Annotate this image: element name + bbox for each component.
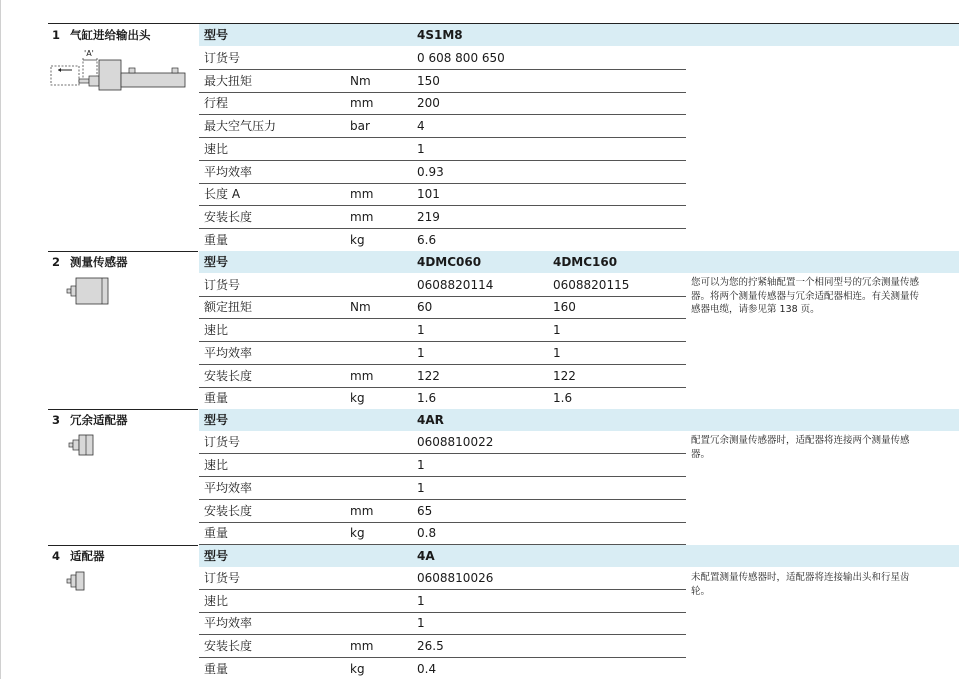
row-value: 1 <box>553 323 561 337</box>
row-label: 长度 A <box>204 187 241 201</box>
table-row <box>199 477 686 500</box>
table-row <box>199 612 686 635</box>
section-title <box>52 412 128 428</box>
row-value: 0 608 800 650 <box>417 51 505 65</box>
section-title-text: 冗余适配器 <box>70 413 128 427</box>
row-value: 1 <box>553 346 561 360</box>
header-band <box>686 545 959 567</box>
row-label: 重量 <box>204 233 229 247</box>
row-value: 150 <box>417 74 440 88</box>
row-value: 26.5 <box>417 639 444 653</box>
row-label: 订货号 <box>204 435 241 449</box>
row-value: 1 <box>417 458 425 472</box>
section-title-text: 适配器 <box>70 549 105 563</box>
table-row <box>199 274 686 297</box>
row-value: 60 <box>417 300 433 314</box>
row-label: 行程 <box>204 96 229 110</box>
row-unit: mm <box>350 639 374 653</box>
row-label: 重量 <box>204 526 229 540</box>
row-label: 安装长度 <box>204 210 253 224</box>
header-band <box>686 24 959 46</box>
cylinder-feed-output-icon <box>48 48 188 96</box>
row-label: 重量 <box>204 662 229 676</box>
section-number: 2 <box>52 255 61 269</box>
row-value: 0.8 <box>417 526 437 540</box>
table-row <box>199 522 686 545</box>
table-header-row <box>199 409 686 431</box>
row-value: 1 <box>417 323 425 337</box>
row-label: 速比 <box>204 323 229 337</box>
row-label: 最大扭矩 <box>204 74 253 88</box>
table-header-row <box>199 251 686 273</box>
row-label: 订货号 <box>204 51 241 65</box>
row-label: 平均效率 <box>204 481 253 495</box>
row-unit: mm <box>350 96 374 110</box>
page-left-border <box>0 0 1 679</box>
table-row <box>199 138 686 161</box>
row-unit: Nm <box>350 74 371 88</box>
table-row <box>199 365 686 388</box>
measuring-sensor-icon <box>66 276 112 306</box>
row-value: 4 <box>417 119 425 133</box>
row-unit: kg <box>350 233 365 247</box>
row-unit: kg <box>350 662 365 676</box>
row-value: 200 <box>417 96 440 110</box>
section-title <box>52 548 105 564</box>
header-type-label: 型号 <box>204 549 229 563</box>
header-type-label: 型号 <box>204 413 229 427</box>
section-divider <box>48 545 198 546</box>
table-row <box>199 454 686 477</box>
header-model: 4AR <box>417 413 444 427</box>
dimension-a-label: 'A' <box>84 49 94 58</box>
row-unit: kg <box>350 391 365 405</box>
section-title-text: 气缸进给输出头 <box>70 28 151 42</box>
header-model: 4A <box>417 549 435 563</box>
table-row <box>199 590 686 613</box>
row-value: 0.93 <box>417 165 444 179</box>
row-value: 1.6 <box>417 391 437 405</box>
table-row <box>199 70 686 93</box>
row-label: 重量 <box>204 391 229 405</box>
table-header-row <box>199 545 686 567</box>
section-note: 您可以为您的拧紧轴配置一个相同型号的冗余测量传感器。将两个测量传感器与冗余适配器相连。有关测量传感器电缆，请参见第 138 页。 <box>691 277 920 315</box>
table-row <box>199 658 686 680</box>
section-title <box>52 254 128 270</box>
redundant-adapter-icon <box>68 433 98 457</box>
header-model: 4DMC160 <box>553 255 618 269</box>
header-model: 4DMC060 <box>417 255 482 269</box>
row-value: 6.6 <box>417 233 437 247</box>
row-value: 1 <box>417 346 425 360</box>
table-row <box>199 161 686 184</box>
row-label: 订货号 <box>204 571 241 585</box>
row-label: 速比 <box>204 142 229 156</box>
table-row <box>199 500 686 523</box>
adapter-icon <box>66 570 88 592</box>
section-number: 1 <box>52 28 61 42</box>
row-label: 平均效率 <box>204 346 253 360</box>
row-label: 平均效率 <box>204 165 253 179</box>
table-row <box>199 387 686 410</box>
section-number: 4 <box>52 549 61 563</box>
table-row <box>199 229 686 252</box>
row-unit: Nm <box>350 300 371 314</box>
row-unit: mm <box>350 504 374 518</box>
row-label: 安装长度 <box>204 369 253 383</box>
row-value: 0608820114 <box>417 278 494 292</box>
header-band <box>686 409 959 431</box>
row-value: 0608810026 <box>417 571 494 585</box>
row-unit: mm <box>350 369 374 383</box>
table-row <box>199 319 686 342</box>
row-value: 122 <box>553 369 576 383</box>
table-row <box>199 635 686 658</box>
row-value: 122 <box>417 369 440 383</box>
table-row <box>199 431 686 454</box>
section-title-text: 测量传感器 <box>70 255 128 269</box>
header-type-label: 型号 <box>204 28 229 42</box>
section-divider <box>48 251 198 252</box>
row-label: 速比 <box>204 458 229 472</box>
table-row <box>199 92 686 115</box>
header-type-label: 型号 <box>204 255 229 269</box>
section-title <box>52 27 151 43</box>
table-header-row <box>199 24 686 46</box>
row-value: 160 <box>553 300 576 314</box>
row-unit: mm <box>350 210 374 224</box>
row-value: 1.6 <box>553 391 573 405</box>
row-unit: bar <box>350 119 370 133</box>
section-note: 配置冗余测量传感器时，适配器将连接两个测量传感器。 <box>691 435 910 460</box>
row-label: 安装长度 <box>204 639 253 653</box>
row-value: 101 <box>417 187 440 201</box>
header-band <box>686 251 959 273</box>
row-unit: mm <box>350 187 374 201</box>
row-value: 1 <box>417 481 425 495</box>
section-number: 3 <box>52 413 61 427</box>
row-value: 1 <box>417 142 425 156</box>
row-value: 0.4 <box>417 662 437 676</box>
row-label: 额定扭矩 <box>204 300 253 314</box>
row-value: 0608810022 <box>417 435 494 449</box>
table-row <box>199 47 686 70</box>
table-row <box>199 342 686 365</box>
table-row <box>199 115 686 138</box>
row-label: 平均效率 <box>204 616 253 630</box>
header-model: 4S1M8 <box>417 28 463 42</box>
row-label: 订货号 <box>204 278 241 292</box>
table-row <box>199 296 686 319</box>
row-value: 1 <box>417 616 425 630</box>
row-value: 0608820115 <box>553 278 630 292</box>
row-value: 65 <box>417 504 433 518</box>
table-row <box>199 567 686 590</box>
row-label: 速比 <box>204 594 229 608</box>
table-row <box>199 183 686 206</box>
table-row <box>199 206 686 229</box>
section-note: 未配置测量传感器时，适配器将连接输出头和行星齿轮。 <box>691 572 910 597</box>
row-value: 1 <box>417 594 425 608</box>
row-label: 安装长度 <box>204 504 253 518</box>
row-unit: kg <box>350 526 365 540</box>
row-value: 219 <box>417 210 440 224</box>
section-divider <box>48 409 198 410</box>
row-label: 最大空气压力 <box>204 119 277 133</box>
